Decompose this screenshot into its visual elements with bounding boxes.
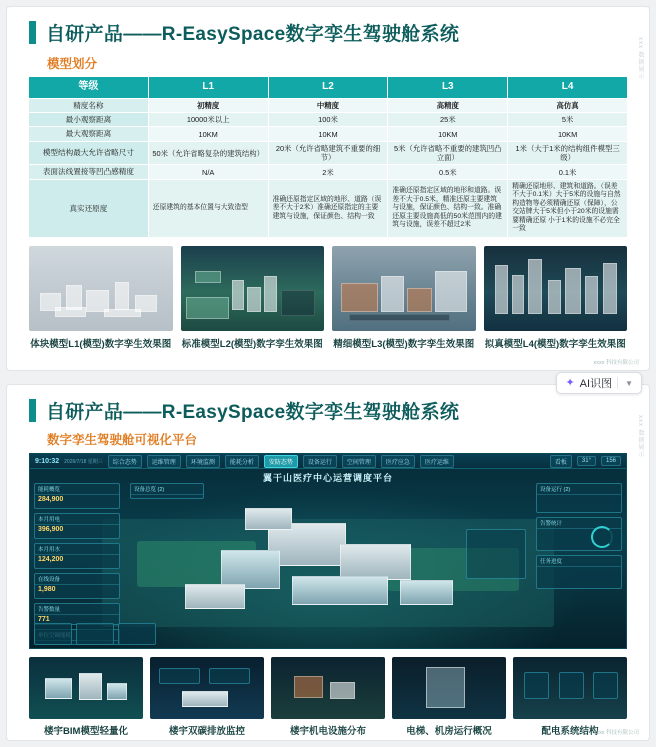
row-label: 模型结构最大允许省略尺寸 (29, 141, 149, 165)
dashboard-feature-gallery (7, 649, 649, 737)
cell: 10KM (388, 127, 508, 141)
slide1-title-row (7, 7, 649, 52)
cell: 精确还原地形、建筑和道路。（误差不大于0.1米）大于5米的设施与自然构造物等必须精确还原（保障），公交站牌大于5米但小于20米的设施需要精确还原 小于1米的设施不必完全一致 (508, 179, 628, 237)
dash-tab-5[interactable]: 设备运行 (303, 455, 337, 468)
row-label: 最大观察距离 (29, 127, 149, 141)
table-row (29, 141, 628, 165)
watermark-corner: xxxx 科技有限公司 (593, 360, 639, 366)
scene-thumb-1[interactable] (34, 623, 72, 645)
chevron-down-icon[interactable]: ▼ (625, 378, 633, 388)
gallery-item (332, 246, 476, 350)
scene-thumb-2[interactable] (76, 623, 114, 645)
model-level-table (28, 76, 628, 238)
gallery-item (513, 657, 627, 737)
table-row (29, 98, 628, 112)
ai-recognize-button[interactable] (556, 372, 642, 394)
model-render-l3 (332, 246, 476, 331)
cell: 高精度 (388, 98, 508, 112)
th-l1: L1 (148, 77, 268, 99)
feature-render-elevator (392, 657, 506, 719)
gallery-caption: 配电系统结构 (541, 726, 599, 737)
dash-aqi: 156 (601, 456, 621, 466)
gallery-caption: 楼宇BIM模型轻量化 (44, 726, 128, 737)
button-divider (617, 377, 618, 389)
dash-tab-1[interactable]: 运维管理 (147, 455, 181, 468)
scene-callout[interactable] (466, 529, 526, 579)
cell: 25米 (388, 112, 508, 126)
th-l4: L4 (508, 77, 628, 99)
cell: 100米 (268, 112, 388, 126)
th-l3: L3 (388, 77, 508, 99)
gallery-item (29, 246, 173, 350)
kpi-panel-alarms[interactable] (34, 603, 120, 625)
dash-tab-4[interactable]: 安防态势 (264, 455, 298, 468)
scene-thumb-3[interactable] (118, 623, 156, 645)
clock-date: 2026/7/18 星期三 (64, 458, 103, 465)
gallery-item (150, 657, 264, 737)
table-row (29, 127, 628, 141)
panel-task-progress[interactable] (536, 555, 622, 589)
watermark-side: xxx 数据展示 (637, 37, 643, 80)
cell: 准确还原指定区域的地形和道路。误差不大于0.5米，精准还原主要建筑与设施，保证颜色、结构一致。准确还原主要设施高低的50米范围内的建筑与设施，误差不超过2米 (388, 179, 508, 237)
section-subtitle: 模型划分 (47, 57, 98, 71)
watermark-corner: xxxx 科技有限公司 (593, 730, 639, 736)
dashboard-3d-scene (30, 469, 626, 648)
dash-temperature: 31° (577, 456, 596, 466)
cell: 10000米以上 (148, 112, 268, 126)
panel-title: 本月用水 (35, 544, 119, 555)
slide-dashboard-platform (6, 384, 650, 741)
panel-title: 设备总览 (2) (131, 484, 203, 495)
gallery-item (181, 246, 325, 350)
cell: 10KM (508, 127, 628, 141)
panel-title: 任务进度 (537, 556, 621, 567)
panel-title: 能耗概览 (35, 484, 119, 495)
dash-tab-8[interactable]: 医疗运维 (420, 455, 454, 468)
kpi-panel-energy[interactable] (34, 483, 120, 509)
cell: 1米（大于1米的结构组件模型三级） (508, 141, 628, 165)
dash-tab-0[interactable]: 综合态势 (108, 455, 142, 468)
gallery-item (484, 246, 628, 350)
clock-time: 9:10:32 (35, 457, 60, 465)
cell: 10KM (268, 127, 388, 141)
page-title: 自研产品——R-EasySpace数字孪生驾驶舱系统 (46, 24, 460, 45)
panel-title: 告警统计 (537, 518, 621, 529)
table-row (29, 112, 628, 126)
th-grade: 等级 (29, 77, 149, 99)
kpi-panel-electricity[interactable] (34, 513, 120, 539)
panel-value: 284,900 (38, 496, 64, 503)
gallery-item (29, 657, 143, 737)
cell: N/A (148, 165, 268, 179)
cell: 20米（允许省略建筑不重要的细节） (268, 141, 388, 165)
panel-value: 1,980 (38, 586, 56, 593)
cell: 10KM (148, 127, 268, 141)
ai-button-label: AI识图 (579, 378, 613, 390)
feature-render-mep (271, 657, 385, 719)
model-render-l4 (484, 246, 628, 331)
cell: 初精度 (148, 98, 268, 112)
panel-value: 396,900 (38, 526, 64, 533)
cell: 高仿真 (508, 98, 628, 112)
slide2-title-row (7, 385, 649, 430)
cell: 0.5米 (388, 165, 508, 179)
gallery-item (271, 657, 385, 737)
panel-alarm-stats[interactable] (536, 517, 622, 551)
feature-render-carbon (150, 657, 264, 719)
dash-tab-2[interactable]: 环境监测 (186, 455, 220, 468)
dashboard-center-title: 翼干山医疗中心运营调度平台 (262, 473, 393, 483)
cell: 5米 (508, 112, 628, 126)
gallery-item (392, 657, 506, 737)
dash-view-board[interactable]: 看板 (550, 455, 572, 468)
gallery-caption: 拟真模型L4(模型)数字孪生效果图 (484, 338, 626, 350)
table-row (29, 179, 628, 237)
model-render-l1 (29, 246, 173, 331)
cell: 准确还原指定区域的地形、道路（误差不大于2米）准确还原指定的主要建筑与设施，保证颜色、结构一致 (268, 179, 388, 237)
panel-title: 设备运行 (2) (537, 484, 621, 495)
watermark-side: xxx 数据展示 (637, 415, 643, 458)
title-accent-bar (29, 399, 36, 422)
feature-render-power (513, 657, 627, 719)
sparkle-icon: ✦ (565, 376, 575, 389)
panel-device-running[interactable] (536, 483, 622, 513)
gallery-caption: 精细模型L3(模型)数字孪生效果图 (333, 338, 475, 350)
page-title: 自研产品——R-EasySpace数字孪生驾驶舱系统 (46, 402, 460, 423)
title-accent-bar (29, 21, 36, 44)
kpi-panel-online-devices[interactable] (34, 573, 120, 599)
dash-tab-7[interactable]: 医疗应急 (381, 455, 415, 468)
th-l2: L2 (268, 77, 388, 99)
gallery-caption: 楼宇双碳排放监控 (168, 726, 245, 737)
feature-render-bim (29, 657, 143, 719)
kpi-panel-water[interactable] (34, 543, 120, 569)
cell: 50米（允许省略复杂的建筑结构） (148, 141, 268, 165)
gallery-caption: 标准模型L2(模型)数字孪生效果图 (181, 338, 323, 350)
gallery-caption: 楼宇机电设施分布 (289, 726, 366, 737)
model-render-l2 (181, 246, 325, 331)
panel-value: 771 (38, 616, 50, 623)
dashboard-screenshot (29, 453, 627, 649)
cell: 中精度 (268, 98, 388, 112)
table-header-row (29, 77, 628, 99)
dash-tab-3[interactable]: 能耗分析 (225, 455, 259, 468)
row-label: 最小观察距离 (29, 112, 149, 126)
row-label: 表面法线置接等凹凸感精度 (29, 165, 149, 179)
cell: 2米 (268, 165, 388, 179)
section-subtitle: 数字孪生驾驶舱可视化平台 (47, 433, 198, 447)
row-label: 真实还原度 (29, 179, 149, 237)
dashboard-topbar (30, 454, 626, 469)
cell: 0.1米 (508, 165, 628, 179)
gallery-caption: 电梯、机房运行概况 (406, 726, 492, 737)
panel-title: 告警数量 (35, 604, 119, 615)
row-label: 精度名称 (29, 98, 149, 112)
slide-model-levels (6, 6, 650, 371)
dash-tab-6[interactable]: 空间管理 (342, 455, 376, 468)
panel-title: 本月用电 (35, 514, 119, 525)
table-row (29, 165, 628, 179)
panel-value: 124,200 (38, 556, 64, 563)
panel-title: 在线设备 (35, 574, 119, 585)
panel-device-overview[interactable] (130, 483, 204, 499)
cell: 5米（允许省略不重要的建筑凹凸立面） (388, 141, 508, 165)
cell: 还原建筑的基本位置与大致造型 (148, 179, 268, 237)
model-example-gallery (7, 238, 649, 350)
gallery-caption: 体块模型L1(模型)数字孪生效果图 (30, 338, 172, 350)
